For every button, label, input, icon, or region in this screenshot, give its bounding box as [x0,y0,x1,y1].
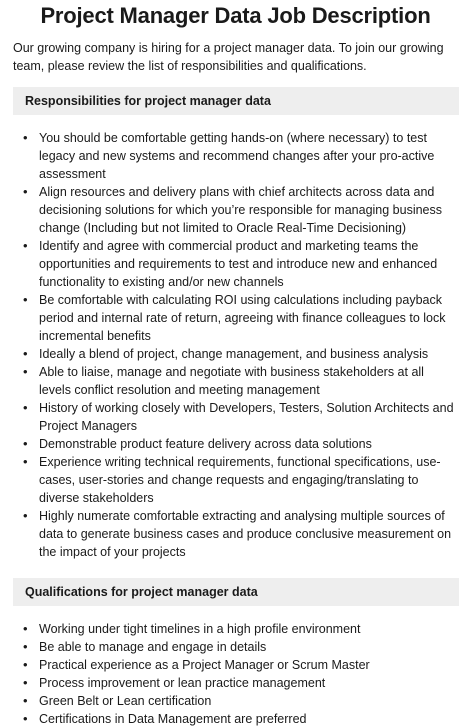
list-item: • History of working closely with Developers, Testers, Solution Architects and Project Managers [23,399,458,435]
list-item: • Experience writing technical requirements, functional specifications, use-cases, user-stories and change requests and engaging/translating to diverse stakeholders [23,453,458,507]
list-item: • Practical experience as a Project Manager or Scrum Master [23,656,458,674]
qualifications-heading: Qualifications for project manager data [13,578,459,606]
list-item: • Highly numerate comfortable extracting and analysing multiple sources of data to generate business cases and produce conclusive measurement on the impact of your projects [23,507,458,561]
list-item: • Certifications in Data Management are preferred [23,710,458,728]
responsibilities-heading: Responsibilities for project manager data [13,87,459,115]
list-item: • Working under tight timelines in a high profile environment [23,620,458,638]
list-item: • Demonstrable product feature delivery across data solutions [23,435,458,453]
qualifications-list [13,620,458,728]
list-item: • Be comfortable with calculating ROI using calculations including payback period and internal rate of return, agreeing with finance colleagues to lock incremental benefits [23,291,458,345]
list-item: • Identify and agree with commercial product and marketing teams the opportunities and requirements to test and introduce new and enhanced functionality to existing and/or new channels [23,237,458,291]
list-item: • Green Belt or Lean certification [23,692,458,710]
list-item: • Process improvement or lean practice management [23,674,458,692]
list-item: • Ideally a blend of project, change management, and business analysis [23,345,458,363]
list-item: • You should be comfortable getting hands-on (where necessary) to test legacy and new systems and recommend changes after your pro-active assessment [23,129,458,183]
list-item: • Able to liaise, manage and negotiate with business stakeholders at all levels conflict resolution and meeting management [23,363,458,399]
list-item: • Align resources and delivery plans with chief architects across data and decisioning solutions for which you’re responsible for managing business change (Including but not limited to Oracle Real-Time Decisioning) [23,183,458,237]
intro-paragraph: Our growing company is hiring for a project manager data. To join our growing team, please review the list of responsibilities and qualifications. [13,41,444,73]
responsibilities-list [13,129,458,561]
list-item: • Be able to manage and engage in details [23,638,458,656]
page-title: Project Manager Data Job Description [40,3,431,28]
